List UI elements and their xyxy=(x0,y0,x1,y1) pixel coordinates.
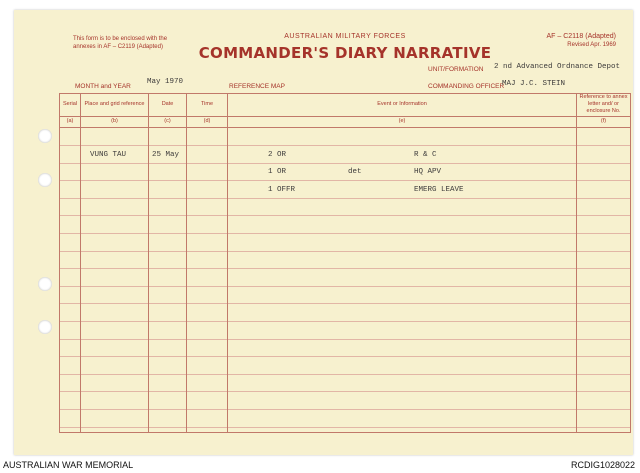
column-divider xyxy=(227,93,228,433)
footer-archive: AUSTRALIAN WAR MEMORIAL xyxy=(3,460,134,470)
org-name: AUSTRALIAN MILITARY FORCES xyxy=(284,33,406,40)
col-header-serial: Serial xyxy=(62,100,78,107)
ruled-line xyxy=(59,391,631,392)
ruled-line xyxy=(59,268,631,269)
entry-count: 2 OR xyxy=(268,151,287,159)
col-letter-f: (f) xyxy=(600,118,607,124)
ruled-line xyxy=(59,409,631,410)
reference-map-label: REFERENCE MAP xyxy=(229,83,285,90)
ruled-line xyxy=(59,198,631,199)
punch-hole xyxy=(38,173,52,187)
entry-info: R & C xyxy=(414,151,437,159)
month-year-value: May 1970 xyxy=(147,78,184,86)
ruled-line xyxy=(59,303,631,304)
ruled-line xyxy=(59,180,631,181)
enclosure-note-line2: annexes in AF – C2119 (Adapted) xyxy=(73,44,163,50)
ruled-line xyxy=(59,374,631,375)
form-revision: Revised Apr. 1969 xyxy=(567,42,616,48)
entry-count: 1 OR xyxy=(268,168,287,176)
ruled-line xyxy=(59,233,631,234)
ruled-line xyxy=(59,427,631,428)
punch-hole xyxy=(38,277,52,291)
column-divider xyxy=(186,93,187,433)
col-letter-b: (b) xyxy=(111,118,118,124)
unit-value: 2 nd Advanced Ordnance Depot xyxy=(494,63,621,71)
entry-info: HQ APV xyxy=(414,168,442,176)
column-divider xyxy=(80,93,81,433)
col-letter-e: (e) xyxy=(398,118,406,124)
footer-catalogue-id: RCDIG1028022 xyxy=(570,460,635,470)
column-divider xyxy=(148,93,149,433)
col-letter-a: (a) xyxy=(66,118,74,124)
col-header-reference: Reference to annex letter and/ or enclosure No. xyxy=(579,93,628,114)
col-header-place: Place and grid reference xyxy=(84,100,145,107)
column-divider xyxy=(576,93,577,433)
letter-rule xyxy=(59,127,631,128)
enclosure-note-line1: This form is to be enclosed with the xyxy=(73,36,168,42)
unit-label: UNIT/FORMATION xyxy=(428,66,484,73)
commanding-officer-label: COMMANDING OFFICER xyxy=(428,83,505,90)
ruled-line xyxy=(59,321,631,322)
ruled-line xyxy=(59,251,631,252)
entry-place: VUNG TAU xyxy=(90,151,127,159)
col-header-date: Date xyxy=(161,100,174,107)
page-title: COMMANDER'S DIARY NARRATIVE xyxy=(198,44,492,62)
header-rule xyxy=(59,116,631,117)
ruled-line xyxy=(59,286,631,287)
enclosure-note xyxy=(73,35,193,51)
column-divider xyxy=(630,93,631,433)
entry-count: 1 OFFR xyxy=(268,186,296,194)
ruled-line xyxy=(59,356,631,357)
ruled-line xyxy=(59,163,631,164)
col-letter-c: (c) xyxy=(164,118,171,124)
column-divider xyxy=(59,93,60,433)
table-bottom-rule xyxy=(59,432,631,433)
entry-date: 25 May xyxy=(152,151,180,159)
form-number: AF – C2118 (Adapted) xyxy=(546,33,616,40)
entry-det: det xyxy=(348,168,362,176)
col-letter-d: (d) xyxy=(203,118,211,124)
diary-table xyxy=(59,93,631,433)
col-header-event: Event or Information xyxy=(377,100,427,107)
entry-info: EMERG LEAVE xyxy=(414,186,464,194)
ruled-line xyxy=(59,145,631,146)
ruled-line xyxy=(59,215,631,216)
punch-hole xyxy=(38,320,52,334)
col-header-time: Time xyxy=(200,100,214,107)
ruled-line xyxy=(59,339,631,340)
punch-hole xyxy=(38,129,52,143)
month-year-label: MONTH and YEAR xyxy=(75,83,131,90)
commanding-officer-value: MAJ J.C. STEIN xyxy=(502,80,566,88)
